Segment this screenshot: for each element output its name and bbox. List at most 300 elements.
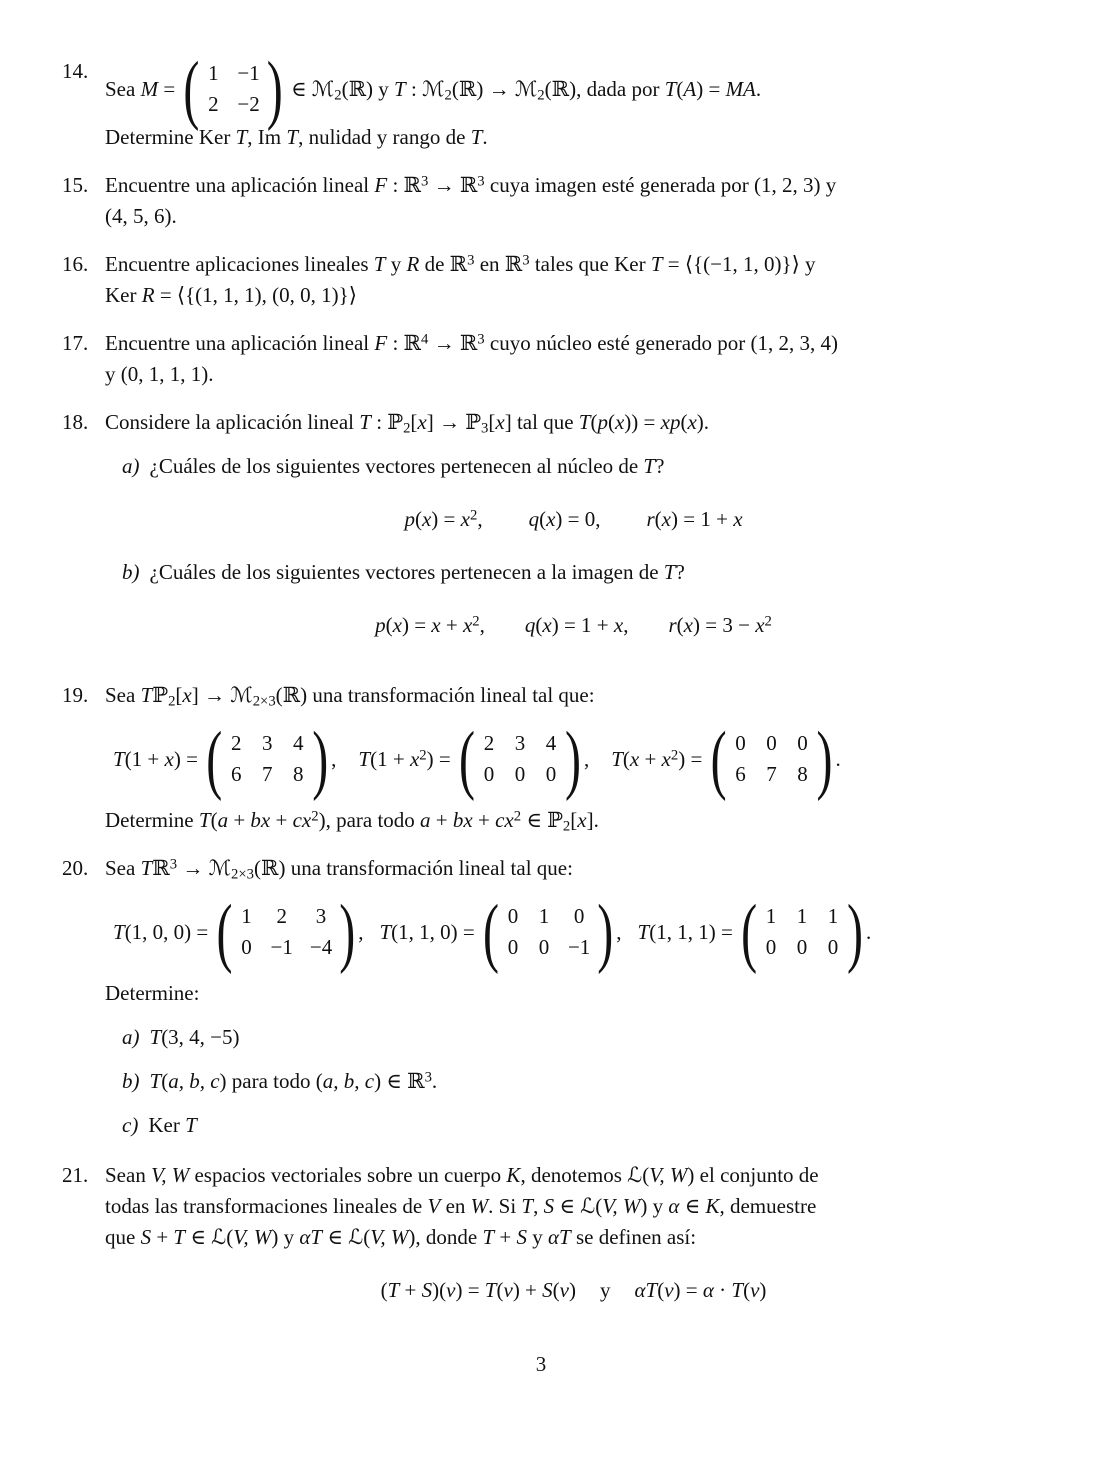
math-variable: bx — [250, 808, 271, 832]
subscript: 2 — [334, 87, 342, 104]
math-text: Determine: — [105, 981, 200, 1005]
matrix — [183, 46, 283, 132]
math-variable: T — [663, 560, 676, 584]
item-body — [105, 170, 1042, 232]
matrix-cell: −1 — [567, 935, 591, 959]
matrix-cell: 0 — [827, 935, 839, 959]
sub-item-label: a) — [122, 454, 140, 478]
math-variable: S — [516, 1225, 528, 1249]
text-line — [105, 46, 1042, 132]
math-text: = — [158, 76, 181, 101]
matrix-cell: 0 — [507, 935, 519, 959]
matrix-cell: 1 — [241, 904, 252, 928]
subscript: 2 — [537, 87, 545, 104]
left-paren-glyph: ( — [458, 716, 475, 802]
math-variable: T — [731, 1278, 744, 1302]
math-variable: cx — [292, 808, 312, 832]
math-text: cuya imagen esté generada por (1, 2, 3) y — [484, 173, 837, 197]
math-variable: S — [542, 1278, 553, 1302]
matrix-cell: 0 — [538, 935, 550, 959]
math-text: ) = 3 − — [693, 613, 756, 637]
sub-item-label: b) — [122, 1069, 140, 1093]
math-variable: q — [528, 507, 540, 531]
math-text: , denotemos ℒ( — [520, 1163, 650, 1187]
matrix — [458, 716, 581, 802]
subscript: 2×3 — [231, 866, 255, 883]
item-number: 19. — [62, 683, 89, 707]
math-text: Encuentre una aplicación lineal — [105, 331, 375, 355]
math-variable: x — [629, 746, 640, 771]
matrix-grid — [734, 730, 810, 788]
matrix — [482, 889, 614, 975]
math-text: ( — [607, 410, 615, 434]
sub-item-label: b) — [122, 560, 140, 584]
exercise-item — [62, 328, 1042, 390]
math-text: ∈ — [679, 1194, 706, 1218]
math-text: ( — [414, 507, 422, 531]
math-text: (4, 5, 6). — [105, 204, 177, 228]
math-text: + — [399, 1278, 422, 1302]
math-text: ), donde — [408, 1225, 483, 1249]
math-text: tales que Ker — [529, 252, 651, 276]
right-paren-glyph: ) — [847, 889, 864, 975]
text-line — [105, 1160, 1042, 1191]
math-variable: T — [484, 1278, 497, 1302]
math-variable: x — [683, 613, 693, 637]
math-variable: T — [140, 683, 153, 707]
math-variable: MA — [725, 76, 756, 101]
math-text: Ker — [105, 283, 142, 307]
math-variable: T — [185, 1113, 197, 1137]
exercise-list — [62, 46, 1042, 1328]
math-text: )) = — [624, 410, 661, 434]
math-variable: W — [470, 1194, 489, 1218]
math-text: = ⟨{(−1, 1, 0)}⟩ y — [662, 252, 816, 276]
math-variable: x — [613, 613, 624, 637]
math-variable: T — [173, 1225, 186, 1249]
math-text: ( — [385, 613, 393, 637]
matrix-cell: 1 — [827, 904, 839, 928]
matrix-cell: 2 — [208, 92, 219, 116]
matrix-cell: 4 — [292, 731, 304, 755]
matrix-cell: 1 — [538, 904, 550, 928]
math-text: Considere la aplicación lineal — [105, 410, 360, 434]
sub-item-label: c) — [122, 1113, 139, 1137]
matrix-cell: 3 — [315, 904, 327, 928]
matrix-grid — [240, 903, 333, 961]
math-text: ). — [696, 410, 710, 434]
math-text: ? — [675, 560, 685, 584]
math-variable: T — [286, 125, 299, 149]
math-text: Encuentre aplicaciones lineales — [105, 252, 374, 276]
matrix-cell: 6 — [735, 762, 746, 786]
math-text: + — [270, 808, 293, 832]
math-text: ( — [654, 507, 662, 531]
matrix-cell: 2 — [276, 904, 287, 928]
sub-item — [122, 557, 1042, 588]
matrix-grid — [482, 730, 558, 788]
subscript: 2 — [403, 420, 411, 437]
math-text: : ℳ — [405, 76, 445, 101]
math-text: ? — [655, 454, 665, 478]
math-text: ) = — [431, 507, 461, 531]
matrix-cell: 1 — [796, 904, 808, 928]
sub-item-label: a) — [122, 1025, 140, 1049]
matrix-grid — [764, 903, 840, 961]
math-variable: T — [140, 856, 153, 880]
math-text: ( — [535, 613, 543, 637]
math-text: ) = — [401, 613, 432, 637]
math-text: , — [623, 613, 629, 637]
math-text: y — [527, 1225, 549, 1249]
item-number: 17. — [62, 331, 89, 355]
math-text: Determine Ker — [105, 125, 236, 149]
math-text: Determine — [105, 808, 199, 832]
math-variable: p — [404, 507, 415, 531]
math-variable: cx — [495, 808, 514, 832]
item-body — [105, 407, 1042, 663]
math-text: ) — [568, 1278, 576, 1302]
math-variable: α — [668, 1194, 680, 1218]
math-run — [866, 917, 871, 948]
superscript: 3 — [169, 856, 178, 873]
math-variable: p — [597, 410, 608, 434]
text-line — [105, 978, 1042, 1009]
math-text: + — [228, 808, 251, 832]
text-line — [105, 170, 1042, 201]
math-text: ( — [210, 808, 218, 832]
math-text: → ℝ — [428, 331, 478, 355]
math-text: ¿Cuáles de los siguientes vectores pertenecen a la imagen de — [149, 560, 664, 584]
math-text: se definen así: — [570, 1225, 697, 1249]
math-text: ( — [622, 746, 630, 771]
math-text: ( — [552, 1278, 560, 1302]
math-text: ( — [590, 410, 598, 434]
math-variable: A — [683, 76, 697, 101]
math-variable: x — [392, 613, 402, 637]
math-variable: x — [577, 808, 587, 832]
math-variable: x — [431, 613, 441, 637]
math-variable: K — [705, 1194, 720, 1218]
math-variable: T — [482, 1225, 495, 1249]
math-variable: x — [542, 613, 552, 637]
math-variable: x — [661, 507, 671, 531]
math-variable: T — [650, 252, 663, 276]
math-text: Sea — [105, 76, 141, 101]
math-text: cuyo núcleo esté generado por (1, 2, 3, 4) — [484, 331, 839, 355]
math-variable: x — [462, 613, 473, 637]
math-text: Sea — [105, 683, 141, 707]
superscript: 2 — [311, 808, 319, 825]
matrix-cell: 7 — [261, 762, 273, 786]
item-body — [105, 328, 1042, 390]
superscript: 2 — [469, 507, 478, 524]
text-line — [105, 680, 1042, 711]
math-text: [ — [410, 410, 418, 434]
math-run — [113, 744, 203, 775]
subscript: 3 — [481, 420, 489, 437]
math-text: ( — [380, 1278, 388, 1302]
subscript: 2×3 — [252, 693, 276, 710]
math-variable: v — [559, 1278, 569, 1302]
math-variable: q — [524, 613, 536, 637]
math-variable: r — [646, 507, 655, 531]
math-text: ∈ ℙ — [521, 808, 563, 832]
superscript: 4 — [421, 331, 429, 348]
math-variable: x — [661, 746, 671, 771]
superscript: 3 — [421, 173, 429, 190]
math-text: ) = 1 + — [551, 613, 614, 637]
right-paren-glyph: ) — [597, 889, 614, 975]
math-text: que — [105, 1225, 141, 1249]
math-text: ℝ — [152, 856, 170, 880]
math-text: ) = — [673, 1278, 703, 1302]
math-variable: T — [373, 252, 386, 276]
math-text: ) el conjunto de — [687, 1163, 819, 1187]
math-variable: x — [755, 613, 765, 637]
math-text: en ℝ — [474, 252, 523, 276]
math-text: . — [835, 746, 841, 771]
math-variable: T — [643, 454, 656, 478]
item-number: 14. — [62, 59, 89, 83]
math-text: [ — [488, 410, 496, 434]
exercise-item — [62, 249, 1042, 311]
text-line — [105, 805, 1042, 836]
math-run — [331, 744, 456, 775]
superscript: 2 — [472, 613, 480, 630]
math-text: · — [713, 1278, 732, 1302]
math-variable: T — [235, 125, 248, 149]
math-text: : ℝ — [387, 173, 421, 197]
math-variable: F — [374, 173, 388, 197]
item-body — [105, 680, 1042, 836]
matrix-grid — [206, 60, 259, 118]
math-text: de ℝ — [419, 252, 468, 276]
math-variable: S — [543, 1194, 555, 1218]
matrix-cell: 0 — [796, 935, 808, 959]
math-variable: x — [164, 746, 174, 771]
superscript: 2 — [419, 746, 427, 763]
right-paren-glyph: ) — [564, 716, 581, 802]
text-line — [105, 1191, 1042, 1222]
math-variable: F — [374, 331, 388, 355]
math-text: (ℝ) una transformación lineal tal que: — [275, 683, 595, 707]
item-body — [105, 249, 1042, 311]
math-variable: x — [733, 507, 743, 531]
math-text: ) = 1 + — [671, 507, 734, 531]
matrix-cell: 0 — [766, 731, 777, 755]
math-variable: T — [359, 410, 371, 434]
text-line — [105, 201, 1042, 232]
math-text: ) y — [640, 1194, 669, 1218]
exercise-item — [62, 170, 1042, 232]
math-text: ( — [680, 410, 688, 434]
left-paren-glyph: ( — [206, 716, 223, 802]
math-variable: S — [140, 1225, 152, 1249]
math-text: ( — [657, 1278, 665, 1302]
math-variable: r — [668, 613, 677, 637]
math-variable: v — [446, 1278, 456, 1302]
math-text: . — [431, 1069, 438, 1093]
sub-item — [122, 1022, 1042, 1053]
math-text: y — [385, 252, 407, 276]
item-number: 15. — [62, 173, 89, 197]
math-text: , — [533, 1194, 544, 1218]
math-text: ( — [496, 1278, 504, 1302]
math-text: → ℳ — [177, 856, 232, 880]
math-variable: S — [421, 1278, 433, 1302]
math-text: ] → ℙ — [426, 410, 482, 434]
math-variable: V, W — [649, 1163, 688, 1187]
math-variable: x — [614, 410, 625, 434]
item-number: 16. — [62, 252, 89, 276]
text-line — [105, 328, 1042, 359]
matrix-cell: −1 — [237, 61, 260, 85]
math-variable: v — [750, 1278, 760, 1302]
math-run — [584, 744, 708, 775]
math-text: y — [599, 1278, 611, 1302]
math-text: Sean — [105, 1163, 152, 1187]
math-text: ) — [759, 1278, 767, 1302]
math-text: + — [472, 808, 496, 832]
math-text: ∈ ℒ( — [322, 1225, 371, 1249]
math-text: ( — [676, 76, 684, 101]
math-text: ) + — [512, 1278, 543, 1302]
math-text: todas las transformaciones lineales de — [105, 1194, 428, 1218]
matrix-cell: 0 — [507, 904, 519, 928]
math-text: , Im — [247, 125, 287, 149]
math-text: (1, 1, 1) = — [649, 919, 739, 944]
math-variable: T — [113, 919, 125, 944]
math-variable: x — [421, 507, 432, 531]
right-paren-glyph: ) — [312, 716, 329, 802]
matrix-cell: 3 — [261, 731, 273, 755]
math-variable: T — [113, 746, 125, 771]
math-variable: V — [427, 1194, 441, 1218]
math-text: ) = — [426, 746, 456, 771]
math-variable: a — [420, 808, 431, 832]
math-variable: αT — [634, 1278, 658, 1302]
matrix — [710, 716, 833, 802]
matrix-cell: 7 — [766, 762, 777, 786]
matrix-cell: 0 — [735, 731, 746, 755]
math-text: (ℝ) y — [341, 76, 395, 101]
text-line — [105, 280, 1042, 311]
math-text: [ — [175, 683, 183, 707]
matrix-cell: 0 — [573, 904, 585, 928]
math-variable: a — [217, 808, 229, 832]
math-variable: T — [394, 76, 406, 101]
equation-line — [105, 504, 1042, 535]
math-variable: x — [546, 507, 556, 531]
superscript: 3 — [424, 1069, 432, 1086]
math-text: + — [494, 1225, 517, 1249]
math-text: espacios vectoriales sobre un cuerpo — [189, 1163, 507, 1187]
math-text: (1, 1, 0) = — [391, 919, 480, 944]
math-run — [616, 917, 738, 948]
sub-item — [122, 1066, 1042, 1097]
superscript: 2 — [670, 746, 679, 763]
math-variable: R — [141, 283, 155, 307]
math-text: Sea — [105, 856, 141, 880]
math-variable: T — [637, 919, 650, 944]
right-paren-glyph: ) — [339, 889, 356, 975]
matrix-cell: −4 — [309, 935, 333, 959]
left-paren-glyph: ( — [216, 889, 233, 975]
math-text: ) = 0, — [555, 507, 601, 531]
math-text: )( — [432, 1278, 447, 1302]
math-variable: T — [387, 1278, 400, 1302]
item-body — [105, 853, 1042, 1143]
matrix-cell: 0 — [483, 762, 495, 786]
math-text: : ℙ — [370, 410, 404, 434]
math-variable: T — [149, 1025, 162, 1049]
math-variable: V, W — [370, 1225, 409, 1249]
sub-item — [122, 451, 1042, 482]
math-text: ( — [539, 507, 547, 531]
matrix-cell: −2 — [237, 92, 260, 116]
math-variable: T — [664, 76, 677, 101]
math-text: (1 + — [124, 746, 165, 771]
text-line — [105, 122, 1042, 153]
math-text: en — [440, 1194, 471, 1218]
exercise-item — [62, 1160, 1042, 1328]
math-text: (ℝ) → ℳ — [451, 76, 538, 101]
math-variable: αT — [548, 1225, 571, 1249]
item-number: 18. — [62, 410, 89, 434]
matrix-cell: 6 — [230, 762, 242, 786]
math-text: ) = — [455, 1278, 485, 1302]
math-variable: bx — [452, 808, 473, 832]
math-variable: xp — [660, 410, 681, 434]
matrix-cell: 0 — [545, 762, 557, 786]
math-text: . — [866, 919, 872, 944]
math-variable: v — [503, 1278, 513, 1302]
math-variable: p — [375, 613, 386, 637]
math-variable: T — [198, 808, 211, 832]
math-text: ¿Cuáles de los siguientes vectores pertenecen al núcleo de — [149, 454, 644, 478]
left-paren-glyph: ( — [710, 716, 727, 802]
math-variable: T — [358, 746, 371, 771]
matrix-cell: −1 — [270, 935, 293, 959]
math-run — [105, 74, 180, 105]
math-text: = ⟨{(1, 1, 1), (0, 0, 1)}⟩ — [154, 283, 357, 307]
matrix — [206, 716, 329, 802]
math-variable: a, b, c — [168, 1069, 220, 1093]
math-run — [286, 74, 761, 105]
matrix-cell: 8 — [797, 762, 808, 786]
math-variable: x — [182, 683, 192, 707]
matrix-cell: 1 — [208, 61, 219, 85]
matrix-cell: 2 — [230, 731, 242, 755]
math-text: , — [331, 746, 337, 771]
math-text: ) ∈ ℝ — [374, 1069, 425, 1093]
math-text: , — [616, 919, 622, 944]
left-paren-glyph: ( — [741, 889, 758, 975]
math-text: Ker — [148, 1113, 186, 1137]
left-paren-glyph: ( — [183, 46, 200, 132]
math-text: . — [482, 125, 488, 149]
item-body — [105, 46, 1042, 153]
math-variable: x — [495, 410, 505, 434]
math-text: , — [477, 507, 483, 531]
math-variable: x — [417, 410, 427, 434]
matrix-cell: 4 — [545, 731, 557, 755]
equation-line — [105, 610, 1042, 641]
math-text: + — [440, 613, 463, 637]
matrix-line — [113, 716, 1042, 802]
math-variable: T — [611, 746, 623, 771]
